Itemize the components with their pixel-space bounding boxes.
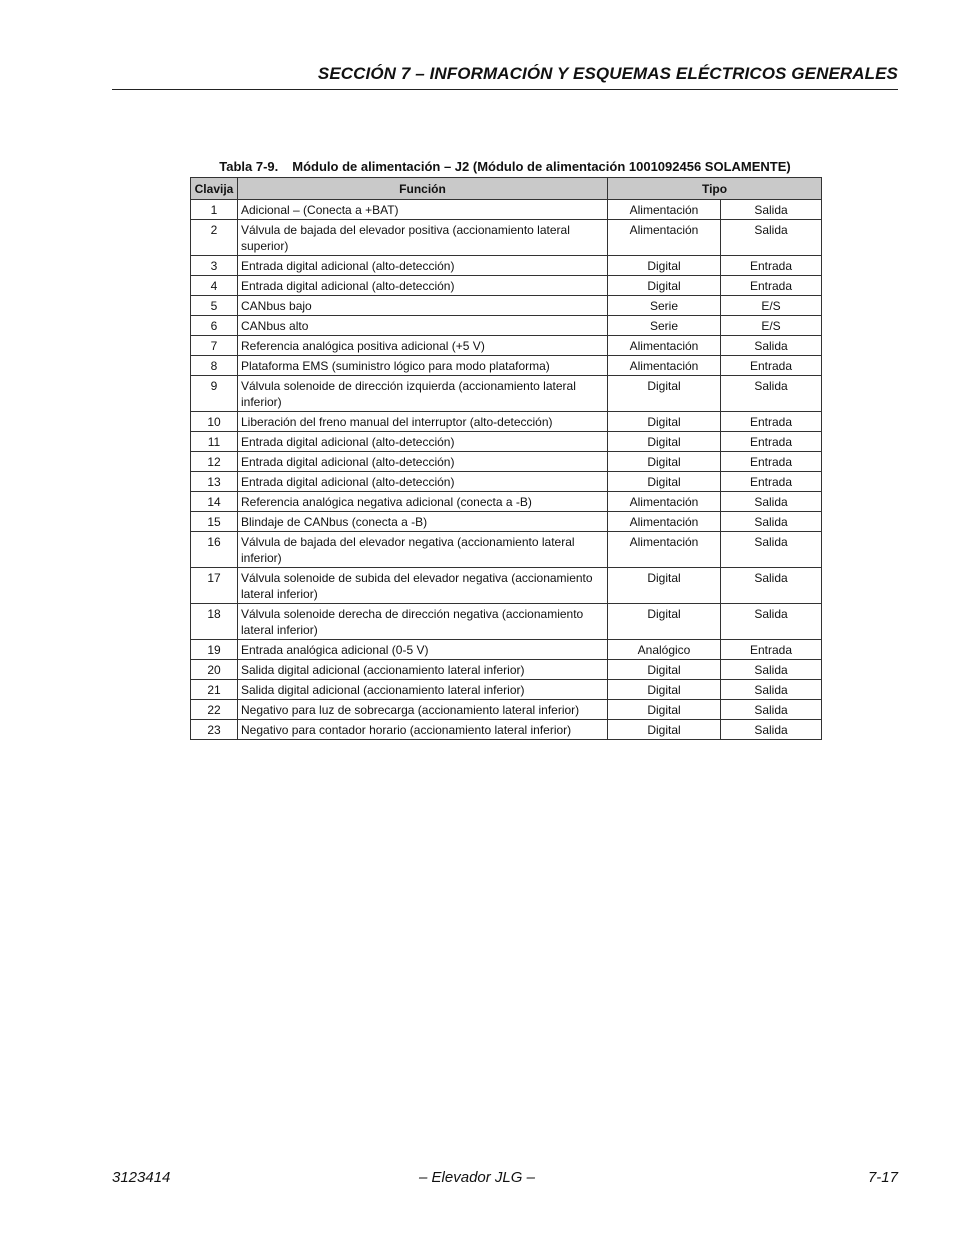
pin-cell: 19 (191, 640, 238, 660)
table-row (191, 568, 822, 604)
direction-cell: Salida (721, 700, 822, 720)
table-row (191, 604, 822, 640)
table-row (191, 412, 822, 432)
direction-cell: Entrada (721, 640, 822, 660)
footer-page-number: 7-17 (867, 1169, 898, 1186)
pin-cell: 12 (191, 452, 238, 472)
table-row (191, 256, 822, 276)
pin-cell: 5 (191, 296, 238, 316)
direction-cell: Salida (721, 376, 822, 412)
table-row (191, 472, 822, 492)
type-cell: Alimentación (608, 356, 721, 376)
function-cell: Entrada digital adicional (alto-detección) (238, 256, 608, 276)
type-cell: Digital (608, 700, 721, 720)
type-cell: Digital (608, 412, 721, 432)
table-row (191, 432, 822, 452)
pin-cell: 13 (191, 472, 238, 492)
type-cell: Digital (608, 432, 721, 452)
type-cell: Digital (608, 452, 721, 472)
pin-table (190, 177, 822, 740)
column-header-pin: Clavija (191, 178, 238, 200)
function-cell: Entrada digital adicional (alto-detección) (238, 452, 608, 472)
pin-cell: 9 (191, 376, 238, 412)
type-cell: Alimentación (608, 336, 721, 356)
pin-cell: 8 (191, 356, 238, 376)
pin-cell: 16 (191, 532, 238, 568)
type-cell: Digital (608, 472, 721, 492)
direction-cell: Salida (721, 604, 822, 640)
direction-cell: Salida (721, 568, 822, 604)
table-row (191, 700, 822, 720)
column-header-function: Función (238, 178, 608, 200)
pin-cell: 23 (191, 720, 238, 740)
table-row (191, 200, 822, 220)
pin-cell: 1 (191, 200, 238, 220)
pin-cell: 10 (191, 412, 238, 432)
direction-cell: Salida (721, 220, 822, 256)
pin-cell: 4 (191, 276, 238, 296)
direction-cell: Salida (721, 492, 822, 512)
header-divider (112, 89, 898, 90)
pin-cell: 15 (191, 512, 238, 532)
table-body (191, 200, 822, 740)
function-cell: Válvula solenoide de dirección izquierda (accionamiento lateral inferior) (238, 376, 608, 412)
direction-cell: Entrada (721, 452, 822, 472)
type-cell: Alimentación (608, 200, 721, 220)
type-cell: Digital (608, 376, 721, 412)
type-cell: Alimentación (608, 512, 721, 532)
table-caption (190, 159, 820, 174)
function-cell: Válvula solenoide derecha de dirección negativa (accionamiento lateral inferior) (238, 604, 608, 640)
function-cell: Entrada analógica adicional (0-5 V) (238, 640, 608, 660)
direction-cell: Entrada (721, 412, 822, 432)
function-cell: Válvula solenoide de subida del elevador negativa (accionamiento lateral inferior) (238, 568, 608, 604)
table-row (191, 276, 822, 296)
column-header-type: Tipo (608, 178, 822, 200)
pin-cell: 2 (191, 220, 238, 256)
pin-cell: 11 (191, 432, 238, 452)
table-row (191, 532, 822, 568)
type-cell: Serie (608, 296, 721, 316)
function-cell: CANbus alto (238, 316, 608, 336)
section-title: SECCIÓN 7 – INFORMACIÓN Y ESQUEMAS ELÉCTRICOS GENERALES (317, 64, 898, 83)
table-row (191, 640, 822, 660)
pin-cell: 3 (191, 256, 238, 276)
type-cell: Alimentación (608, 492, 721, 512)
pin-cell: 20 (191, 660, 238, 680)
table-caption-label: Tabla 7-9. (219, 159, 279, 174)
table-row (191, 296, 822, 316)
footer-center-text: – Elevador JLG – (419, 1169, 535, 1186)
type-cell: Alimentación (608, 220, 721, 256)
type-cell: Serie (608, 316, 721, 336)
type-cell: Digital (608, 276, 721, 296)
direction-cell: Salida (721, 532, 822, 568)
table-row (191, 660, 822, 680)
direction-cell: Entrada (721, 356, 822, 376)
table-row (191, 492, 822, 512)
pin-cell: 7 (191, 336, 238, 356)
table-row (191, 720, 822, 740)
table-row (191, 452, 822, 472)
pin-cell: 18 (191, 604, 238, 640)
table-row (191, 356, 822, 376)
function-cell: CANbus bajo (238, 296, 608, 316)
function-cell: Adicional – (Conecta a +BAT) (238, 200, 608, 220)
function-cell: Negativo para luz de sobrecarga (accionamiento lateral inferior) (238, 700, 608, 720)
direction-cell: Salida (721, 660, 822, 680)
function-cell: Entrada digital adicional (alto-detección) (238, 276, 608, 296)
direction-cell: Entrada (721, 472, 822, 492)
direction-cell: E/S (721, 316, 822, 336)
function-cell: Referencia analógica negativa adicional (conecta a -B) (238, 492, 608, 512)
function-cell: Plataforma EMS (suministro lógico para modo plataforma) (238, 356, 608, 376)
pin-cell: 21 (191, 680, 238, 700)
table-row (191, 376, 822, 412)
type-cell: Digital (608, 720, 721, 740)
function-cell: Negativo para contador horario (accionamiento lateral inferior) (238, 720, 608, 740)
pin-cell: 6 (191, 316, 238, 336)
direction-cell: Entrada (721, 276, 822, 296)
function-cell: Salida digital adicional (accionamiento lateral inferior) (238, 660, 608, 680)
type-cell: Digital (608, 256, 721, 276)
type-cell: Digital (608, 680, 721, 700)
function-cell: Liberación del freno manual del interruptor (alto-detección) (238, 412, 608, 432)
function-cell: Válvula de bajada del elevador negativa (accionamiento lateral inferior) (238, 532, 608, 568)
direction-cell: Salida (721, 512, 822, 532)
table-row (191, 680, 822, 700)
type-cell: Analógico (608, 640, 721, 660)
table-row (191, 336, 822, 356)
direction-cell: E/S (721, 296, 822, 316)
function-cell: Blindaje de CANbus (conecta a -B) (238, 512, 608, 532)
type-cell: Digital (608, 604, 721, 640)
direction-cell: Salida (721, 720, 822, 740)
type-cell: Digital (608, 568, 721, 604)
table-row (191, 316, 822, 336)
pin-cell: 14 (191, 492, 238, 512)
footer-doc-number: 3123414 (112, 1169, 171, 1186)
function-cell: Entrada digital adicional (alto-detección) (238, 472, 608, 492)
table-header-row (191, 178, 822, 200)
table-caption-title: Módulo de alimentación – J2 (Módulo de alimentación 1001092456 SOLAMENTE) (292, 159, 791, 174)
pin-cell: 22 (191, 700, 238, 720)
function-cell: Válvula de bajada del elevador positiva (accionamiento lateral superior) (238, 220, 608, 256)
type-cell: Digital (608, 660, 721, 680)
direction-cell: Entrada (721, 432, 822, 452)
direction-cell: Salida (721, 200, 822, 220)
direction-cell: Entrada (721, 256, 822, 276)
function-cell: Referencia analógica positiva adicional (+5 V) (238, 336, 608, 356)
function-cell: Salida digital adicional (accionamiento lateral inferior) (238, 680, 608, 700)
direction-cell: Salida (721, 680, 822, 700)
table-row (191, 220, 822, 256)
pin-cell: 17 (191, 568, 238, 604)
direction-cell: Salida (721, 336, 822, 356)
table-row (191, 512, 822, 532)
function-cell: Entrada digital adicional (alto-detección) (238, 432, 608, 452)
type-cell: Alimentación (608, 532, 721, 568)
